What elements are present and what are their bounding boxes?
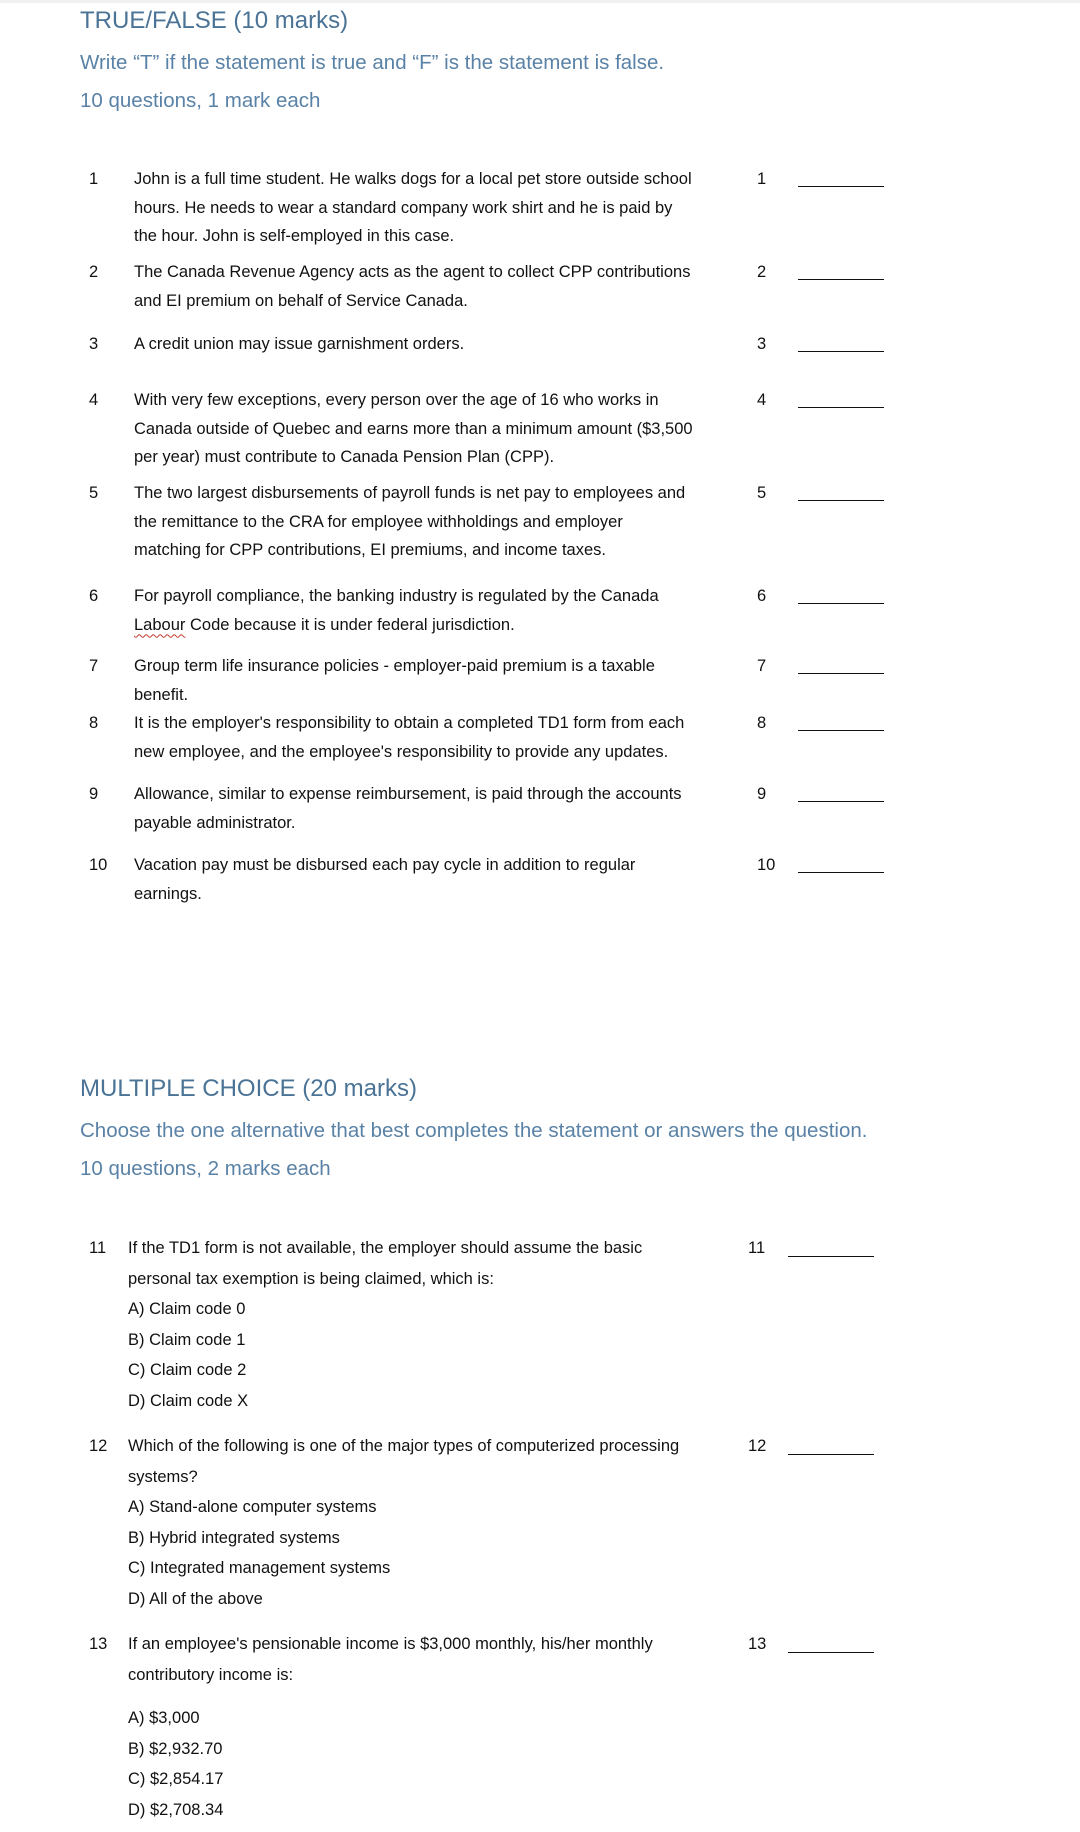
- question-text: A credit union may issue garnishment orders.: [134, 335, 465, 353]
- question-text: John is a full time student. He walks dogs for a local pet store outside school hours. He needs to wear a standard company work shirt and he is paid by the hour. John is self-employed in this case.: [134, 170, 692, 245]
- answer-blank[interactable]: [788, 1256, 874, 1257]
- option-d: D) All of the above: [128, 1590, 263, 1608]
- answer-number: 7: [757, 657, 767, 675]
- option-c: C) $2,854.17: [128, 1770, 224, 1788]
- question-text: The Canada Revenue Agency acts as the agent to collect CPP contributions and EI premium on behalf of Service Canada.: [134, 263, 691, 310]
- question-text: If an employee's pensionable income is $3,000 monthly, his/her monthly contributory income is:: [128, 1635, 653, 1684]
- question-text: Which of the following is one of the major types of computerized processing systems?: [128, 1437, 680, 1486]
- answer-number: 4: [757, 391, 767, 409]
- answer-number: 5: [757, 484, 767, 502]
- answer-number: 10: [757, 856, 776, 874]
- question-number: 2: [89, 263, 99, 281]
- question-text: If the TD1 form is not available, the employer should assume the basic personal tax exemption is being claimed, which is:: [128, 1239, 643, 1288]
- question-number: 5: [89, 484, 99, 502]
- answer-blank[interactable]: [798, 500, 884, 501]
- question-text: Vacation pay must be disbursed each pay cycle in addition to regular earnings.: [134, 856, 636, 903]
- question-number: 11: [89, 1239, 107, 1257]
- question-text: Group term life insurance policies - employer-paid premium is a taxable benefit.: [134, 657, 655, 704]
- question-number: 3: [89, 335, 99, 353]
- option-a: A) Stand-alone computer systems: [128, 1498, 377, 1516]
- mc-count: 10 questions, 2 marks each: [80, 1157, 331, 1180]
- option-a: A) $3,000: [128, 1709, 200, 1727]
- answer-number: 11: [748, 1239, 766, 1257]
- answer-blank[interactable]: [798, 730, 884, 731]
- answer-number: 1: [757, 170, 767, 188]
- answer-number: 12: [748, 1437, 767, 1455]
- answer-blank[interactable]: [798, 186, 884, 187]
- question-number: 8: [89, 714, 99, 732]
- answer-number: 8: [757, 714, 767, 732]
- question-text: With very few exceptions, every person over the age of 16 who works in Canada outside of Quebec and earns more than a minimum amount ($3,500 per year) must contribute to Canada Pension Plan (CPP).: [134, 391, 693, 466]
- page-top-edge: [0, 0, 1080, 3]
- question-number: 12: [89, 1437, 108, 1455]
- question-text: Allowance, similar to expense reimbursement, is paid through the accounts payable administrator.: [134, 785, 682, 832]
- question-number: 7: [89, 657, 99, 675]
- answer-number: 2: [757, 263, 767, 281]
- answer-blank[interactable]: [798, 279, 884, 280]
- option-c: C) Claim code 2: [128, 1361, 247, 1379]
- option-d: D) $2,708.34: [128, 1801, 224, 1819]
- question-text: For payroll compliance, the banking industry is regulated by the Canada Labour Code because it is under federal jurisdiction.: [134, 587, 659, 634]
- answer-number: 13: [748, 1635, 767, 1653]
- question-number: 4: [89, 391, 99, 409]
- answer-number: 9: [757, 785, 767, 803]
- option-b: B) Claim code 1: [128, 1331, 246, 1349]
- answer-number: 6: [757, 587, 767, 605]
- answer-blank[interactable]: [788, 1454, 874, 1455]
- answer-blank[interactable]: [798, 603, 884, 604]
- answer-blank[interactable]: [798, 801, 884, 802]
- option-d: D) Claim code X: [128, 1392, 249, 1410]
- option-a: A) Claim code 0: [128, 1300, 246, 1318]
- question-number: 6: [89, 587, 99, 605]
- option-b: B) $2,932.70: [128, 1740, 223, 1758]
- option-c: C) Integrated management systems: [128, 1559, 391, 1577]
- spellcheck-word: Labour: [134, 615, 186, 634]
- answer-blank[interactable]: [798, 673, 884, 674]
- question-number: 9: [89, 785, 99, 803]
- question-text: It is the employer's responsibility to obtain a completed TD1 form from each new employee, and the employee's responsibility to provide any updates.: [134, 714, 685, 761]
- tf-count: 10 questions, 1 mark each: [80, 89, 321, 112]
- question-number: 1: [89, 170, 99, 188]
- mc-instruction: Choose the one alternative that best completes the statement or answers the question.: [80, 1119, 868, 1142]
- question-number: 13: [89, 1635, 108, 1653]
- answer-blank[interactable]: [798, 407, 884, 408]
- tf-instruction: Write “T” if the statement is true and “F” is the statement is false.: [80, 51, 665, 74]
- question-text: The two largest disbursements of payroll funds is net pay to employees and the remittance to the CRA for employee withholdings and employer matching for CPP contributions, EI premiums, and income taxes.: [134, 484, 686, 559]
- answer-blank[interactable]: [798, 872, 884, 873]
- answer-number: 3: [757, 335, 767, 353]
- option-b: B) Hybrid integrated systems: [128, 1529, 340, 1547]
- answer-blank[interactable]: [788, 1652, 874, 1653]
- question-number: 10: [89, 856, 108, 874]
- answer-blank[interactable]: [798, 351, 884, 352]
- mc-heading: MULTIPLE CHOICE (20 marks): [80, 1075, 417, 1102]
- tf-heading: TRUE/FALSE (10 marks): [80, 7, 349, 34]
